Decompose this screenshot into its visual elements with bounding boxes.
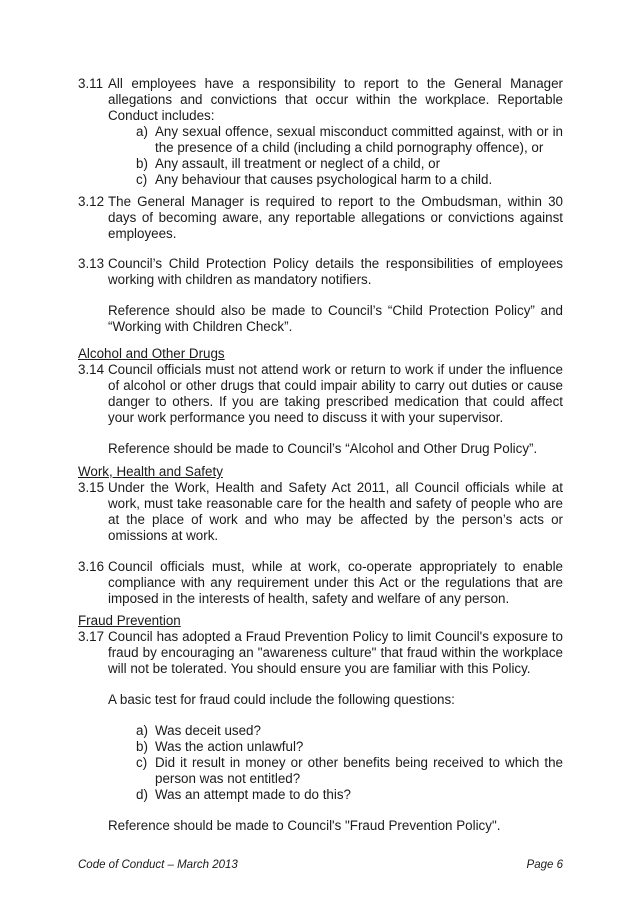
page-number: Page 6 [526, 859, 563, 871]
paragraph-text: Under the Work, Health and Safety Act 2011, all Council officials while at work, must take reasonable care for the health and safety of people who are at the place of work and who may be affected by the person’s acts or omissions at work. [108, 480, 563, 543]
list-marker: b) [136, 156, 148, 171]
list-marker: d) [136, 787, 148, 802]
list-item-text: Any behaviour that causes psychological harm to a child. [155, 172, 493, 187]
list-item [78, 723, 563, 739]
fraud-questions-list [78, 723, 563, 803]
list-item [78, 787, 563, 803]
list-marker: c) [136, 755, 148, 770]
paragraph-number: 3.13 [78, 256, 105, 271]
paragraph-3-16 [78, 559, 563, 607]
paragraph-number: 3.12 [78, 194, 105, 209]
section-heading: Work, Health and Safety [78, 464, 223, 479]
list-marker: a) [136, 723, 148, 738]
paragraph-3-12 [78, 194, 563, 242]
section-3-11 [78, 76, 563, 188]
list-item [78, 172, 563, 188]
list-item-text: Any assault, ill treatment or neglect of a child, or [155, 156, 441, 171]
list-item-text: Did it result in money or other benefits being received to which the person was not entitled? [155, 755, 563, 786]
paragraph-text: The General Manager is required to report to the Ombudsman, within 30 days of becoming aware, any reportable allegations or convictions against employees. [108, 194, 563, 241]
list-item-text: Any sexual offence, sexual misconduct committed against, with or in the presence of a child (including a child pornography offence), or [155, 124, 563, 155]
paragraph-text: All employees have a responsibility to report to the General Manager allegations and convictions that occur within the workplace. Reportable Conduct includes: [108, 76, 563, 123]
paragraph-3-15 [78, 480, 563, 544]
list-item [78, 755, 563, 787]
paragraph-text: Council officials must, while at work, co-operate appropriately to enable compliance with any requirement under this Act or the regulations that are imposed in the interests of health, safety and welfare of any person. [108, 559, 563, 606]
list-marker: b) [136, 739, 148, 754]
paragraph-number: 3.14 [78, 362, 105, 377]
list-item-text: Was an attempt made to do this? [155, 787, 352, 802]
paragraph-text: Council’s Child Protection Policy details the responsibilities of employees working with children as mandatory notifiers. [108, 256, 563, 287]
list-marker: c) [136, 172, 148, 187]
reference-note: Reference should be made to Council’s “Alcohol and Other Drug Policy”. [108, 441, 538, 456]
list-item-text: Was the action unlawful? [155, 739, 304, 754]
list-item-text: Was deceit used? [155, 723, 261, 738]
paragraph-3-11 [78, 76, 563, 124]
paragraph-number: 3.16 [78, 559, 105, 574]
reference-note: Reference should also be made to Council’s “Child Protection Policy” and “Working with Children Check”. [108, 303, 563, 334]
section-heading: Alcohol and Other Drugs [78, 346, 225, 361]
paragraph-number: 3.11 [78, 76, 104, 91]
paragraph-text: Council officials must not attend work or return to work if under the influence of alcohol or other drugs that could impair ability to carry out duties or cause danger to others. If you are taking prescribed medication that could affect your work performance you need to discuss it with your supervisor. [108, 362, 563, 425]
reference-note: Reference should be made to Council's "Fraud Prevention Policy". [108, 818, 501, 833]
fraud-test-intro: A basic test for fraud could include the following questions: [108, 692, 455, 707]
list-item [78, 156, 563, 172]
list-item [78, 124, 563, 156]
paragraph-3-14 [78, 362, 563, 426]
section-3-12 [78, 194, 563, 242]
footer-title: Code of Conduct – March 2013 [78, 859, 238, 871]
section-work-health-safety [78, 464, 563, 607]
paragraph-3-13 [78, 256, 563, 288]
section-3-13 [78, 256, 563, 335]
paragraph-text: Council has adopted a Fraud Prevention Policy to limit Council's exposure to fraud by encouraging an "awareness culture" that fraud within the workplace will not be tolerated. You should ensure you are familiar with this Policy. [108, 629, 563, 676]
section-alcohol-drugs [78, 346, 563, 457]
list-marker: a) [136, 124, 148, 139]
section-heading: Fraud Prevention [78, 613, 181, 628]
section-fraud-prevention [78, 613, 563, 834]
paragraph-3-17 [78, 629, 563, 677]
paragraph-number: 3.17 [78, 629, 105, 644]
list-item [78, 739, 563, 755]
reportable-conduct-list [78, 124, 563, 188]
paragraph-number: 3.15 [78, 480, 105, 495]
